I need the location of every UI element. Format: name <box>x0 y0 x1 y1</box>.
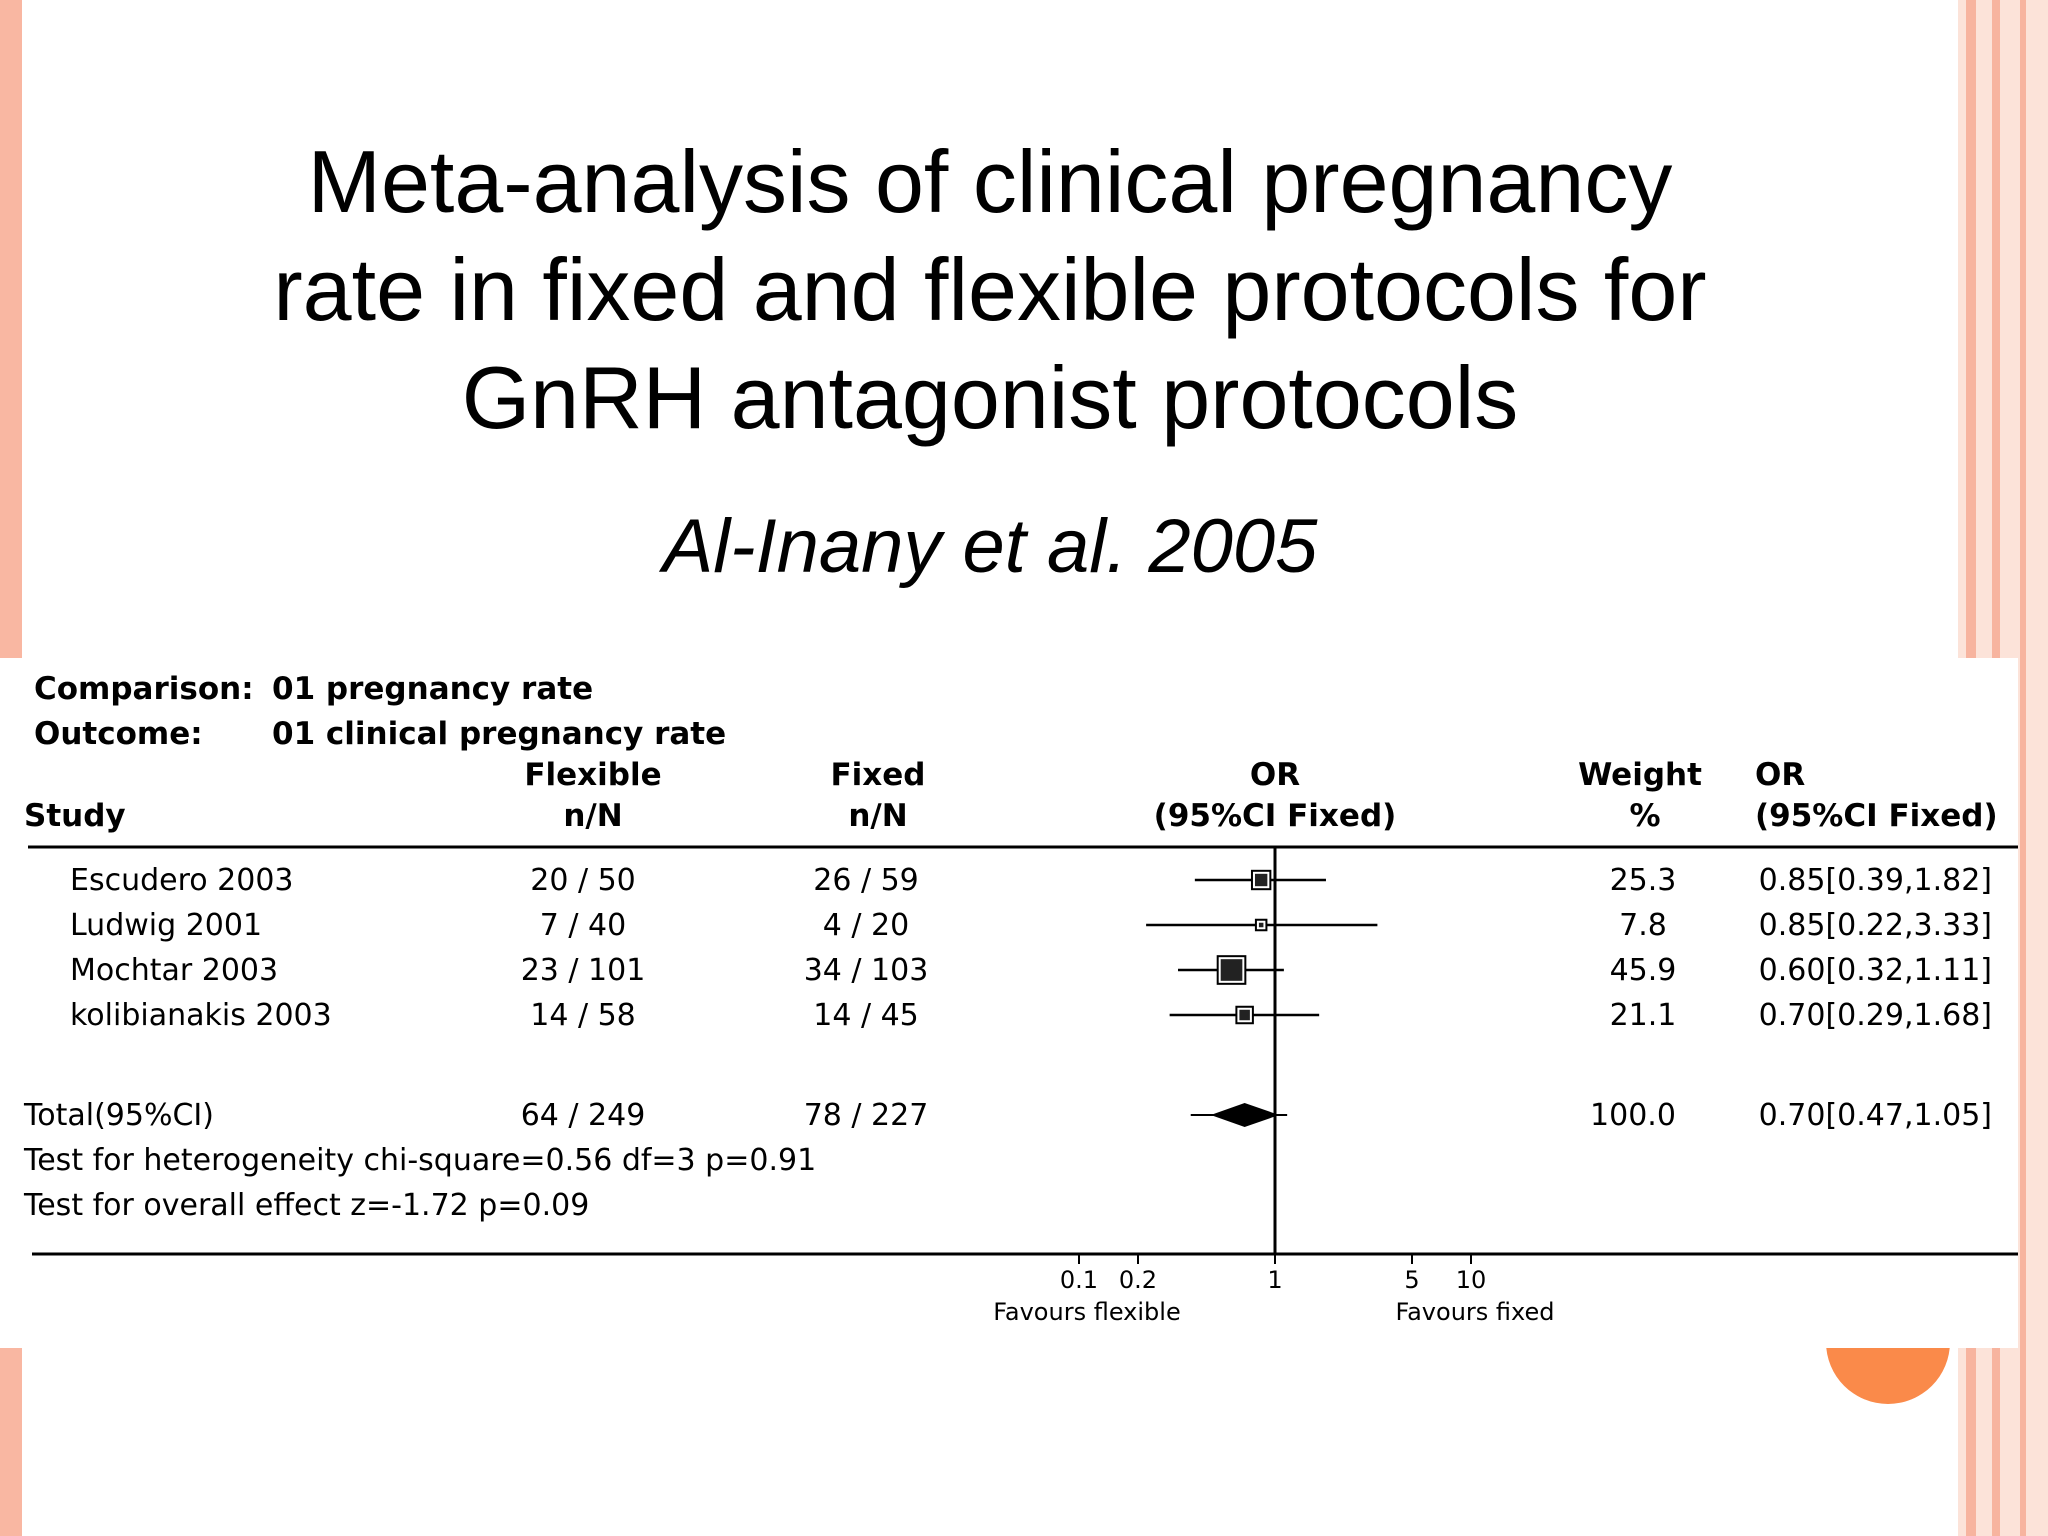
study-name: Ludwig 2001 <box>70 908 263 943</box>
header-flexible-nn: n/N <box>563 798 623 834</box>
title-line: GnRH antagonist protocols <box>461 348 1519 447</box>
study-weight: 45.9 <box>1609 953 1677 988</box>
x-tick-label: 5 <box>1404 1266 1420 1294</box>
point-estimate-fill <box>1259 923 1264 928</box>
study-weight: 25.3 <box>1609 863 1677 898</box>
flexible-count: 20 / 50 <box>530 863 636 898</box>
header-weight-pct: % <box>1629 798 1661 834</box>
forest-plot <box>0 658 2018 1348</box>
point-estimate-fill <box>1239 1010 1249 1020</box>
slide-title <box>200 128 1780 452</box>
total-flexible: 64 / 249 <box>520 1098 646 1133</box>
favours-flexible-label: Favours flexible <box>993 1298 1181 1326</box>
header-or-text-ci: (95%CI Fixed) <box>1755 798 1998 834</box>
study-weight: 7.8 <box>1619 908 1667 943</box>
study-or-text: 0.70[0.29,1.68] <box>1758 998 1992 1033</box>
right-stripe-3 <box>2020 0 2026 1536</box>
header-study: Study <box>24 798 126 834</box>
header-or-text: OR <box>1755 757 1806 793</box>
fixed-count: 34 / 103 <box>803 953 929 988</box>
forest-plot-panel <box>0 658 2018 1348</box>
flexible-count: 7 / 40 <box>539 908 627 943</box>
study-name: Escudero 2003 <box>70 863 294 898</box>
forest-plot-marks <box>1060 847 1486 1294</box>
study-rows <box>70 863 1992 1033</box>
header-fixed: Fixed <box>830 757 926 793</box>
x-tick-label: 1 <box>1267 1266 1283 1294</box>
study-name: kolibianakis 2003 <box>70 998 332 1033</box>
study-or-text: 0.85[0.39,1.82] <box>1758 863 1992 898</box>
header-or-plot-ci: (95%CI Fixed) <box>1153 798 1397 834</box>
fixed-count: 26 / 59 <box>813 863 919 898</box>
study-row <box>70 998 1992 1033</box>
outcome-value: 01 clinical pregnancy rate <box>272 716 727 752</box>
header-or-plot: OR <box>1249 757 1301 793</box>
study-name: Mochtar 2003 <box>70 953 279 988</box>
slide-subtitle: Al-Inany et al. 2005 <box>662 504 1318 589</box>
comparison-label: Comparison: <box>34 671 254 707</box>
study-weight: 21.1 <box>1609 998 1677 1033</box>
x-tick-label: 0.2 <box>1118 1266 1158 1294</box>
study-row <box>70 908 1992 943</box>
point-estimate-fill <box>1255 874 1267 886</box>
total-weight: 100.0 <box>1590 1098 1676 1133</box>
outcome-label: Outcome: <box>34 716 203 752</box>
study-or-text: 0.85[0.22,3.33] <box>1758 908 1992 943</box>
comparison-value: 01 pregnancy rate <box>272 671 594 707</box>
heterogeneity-test: Test for heterogeneity chi-square=0.56 df=3 p=0.91 <box>24 1143 817 1178</box>
total-label: Total(95%CI) <box>24 1098 214 1133</box>
total-or-text: 0.70[0.47,1.05] <box>1758 1098 1992 1133</box>
title-line: Meta-analysis of clinical pregnancy <box>307 132 1673 231</box>
header-weight: Weight <box>1578 757 1702 793</box>
fixed-count: 4 / 20 <box>822 908 910 943</box>
total-fixed: 78 / 227 <box>803 1098 929 1133</box>
favours-fixed-label: Favours fixed <box>1395 1298 1555 1326</box>
header-flexible: Flexible <box>524 757 662 793</box>
study-row <box>70 953 1992 988</box>
study-row <box>70 863 1992 898</box>
flexible-count: 23 / 101 <box>520 953 646 988</box>
x-tick-label: 0.1 <box>1059 1266 1099 1294</box>
header-fixed-nn: n/N <box>848 798 908 834</box>
study-or-text: 0.60[0.32,1.11] <box>1758 953 1992 988</box>
total-diamond <box>1211 1103 1279 1127</box>
flexible-count: 14 / 58 <box>530 998 636 1033</box>
overall-effect-test: Test for overall effect z=-1.72 p=0.09 <box>24 1188 590 1223</box>
title-line: rate in fixed and flexible protocols for <box>273 240 1707 339</box>
fixed-count: 14 / 45 <box>813 998 919 1033</box>
x-tick-label: 10 <box>1455 1266 1487 1294</box>
point-estimate-fill <box>1221 959 1243 981</box>
